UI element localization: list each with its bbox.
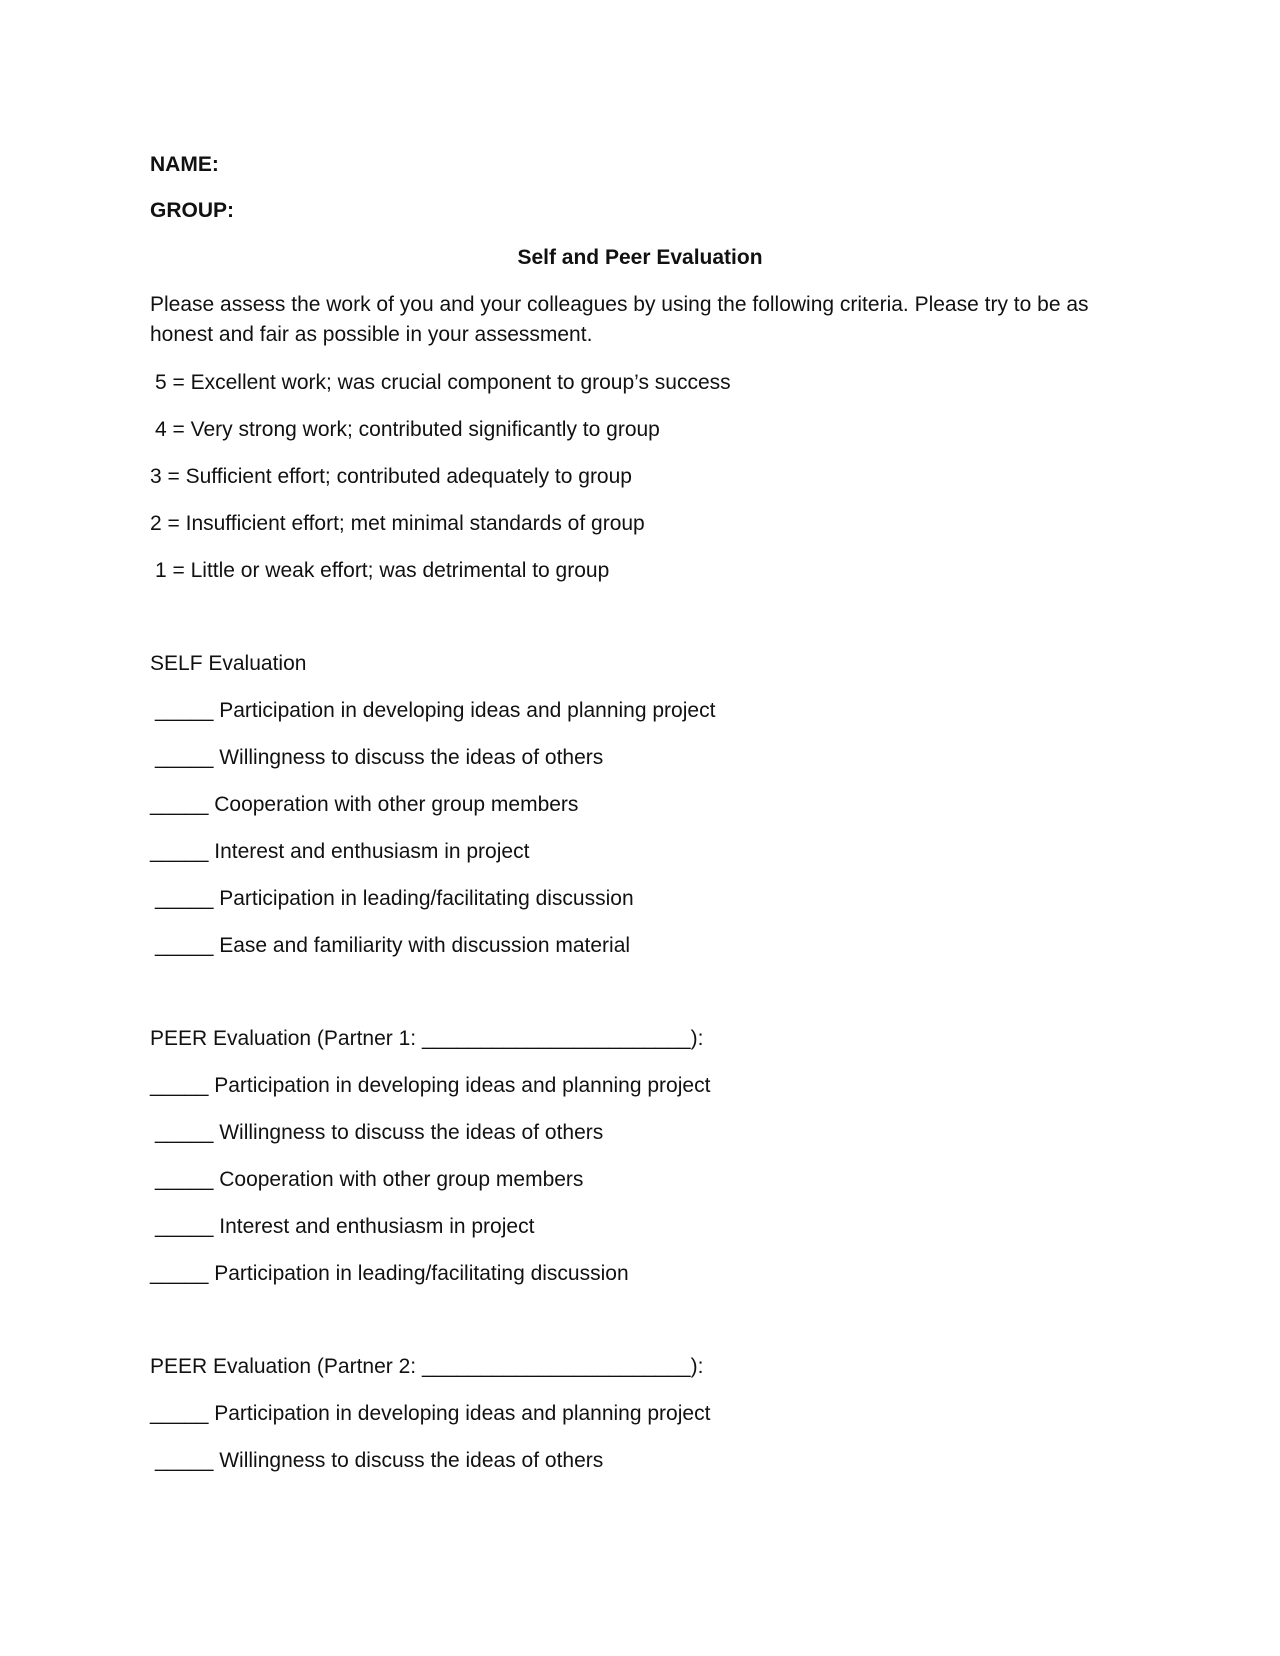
self-item: _____ Willingness to discuss the ideas of others xyxy=(155,746,604,769)
peer1-item: _____ Participation in developing ideas and planning project xyxy=(150,1074,711,1097)
peer1-item: _____ Participation in leading/facilitating discussion xyxy=(150,1262,629,1285)
instructions-paragraph: Please assess the work of you and your colleagues by using the following criteria. Please try to be as honest and fair as possible in your assessment. xyxy=(150,293,1089,346)
self-item: _____ Interest and enthusiasm in project xyxy=(150,840,530,863)
peer2-section-heading: PEER Evaluation (Partner 2: _______________________): xyxy=(150,1355,704,1378)
self-item: _____ Cooperation with other group members xyxy=(150,793,579,816)
group-label: GROUP: xyxy=(150,199,234,222)
scale-item-1: 1 = Little or weak effort; was detrimental to group xyxy=(155,559,610,582)
peer2-item: _____ Participation in developing ideas and planning project xyxy=(150,1402,711,1425)
peer1-item: _____ Willingness to discuss the ideas of others xyxy=(155,1121,604,1144)
scale-item-4: 4 = Very strong work; contributed significantly to group xyxy=(155,418,660,441)
self-section-heading: SELF Evaluation xyxy=(150,652,307,675)
self-item: _____ Participation in leading/facilitating discussion xyxy=(155,887,634,910)
document-title: Self and Peer Evaluation xyxy=(517,246,763,269)
peer2-item: _____ Willingness to discuss the ideas of others xyxy=(155,1449,604,1472)
scale-item-3: 3 = Sufficient effort; contributed adequately to group xyxy=(150,465,632,488)
peer1-item: _____ Interest and enthusiasm in project xyxy=(155,1215,535,1238)
scale-item-5: 5 = Excellent work; was crucial component to group’s success xyxy=(155,371,731,394)
self-item: _____ Participation in developing ideas and planning project xyxy=(155,699,716,722)
peer1-section-heading: PEER Evaluation (Partner 1: _______________________): xyxy=(150,1027,704,1050)
self-item: _____ Ease and familiarity with discussion material xyxy=(155,934,631,957)
scale-item-2: 2 = Insufficient effort; met minimal standards of group xyxy=(150,512,645,535)
peer1-item: _____ Cooperation with other group members xyxy=(155,1168,584,1191)
name-label: NAME: xyxy=(150,153,219,176)
